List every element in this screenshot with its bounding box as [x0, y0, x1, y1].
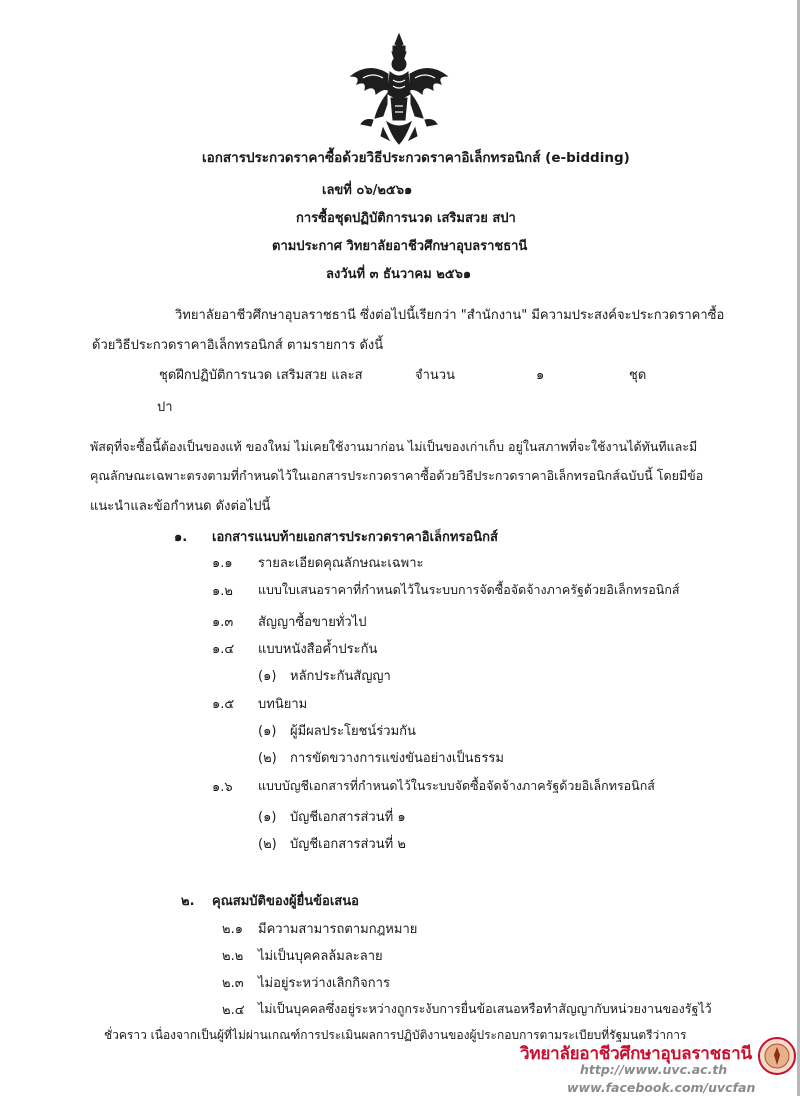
list-item-number: ๑.๒: [212, 584, 233, 599]
list-item-text: ไม่เป็นบุคคลซึ่งอยู่ระหว่างถูกระงับการยื่นข้อเสนอหรือทำสัญญากับหน่วยงานของรัฐไว้: [258, 1001, 712, 1016]
list-subitem-text: การขัดขวางการแข่งขันอย่างเป็นธรรม: [290, 751, 504, 766]
list-item-text: แบบใบเสนอราคาที่กำหนดไว้ในระบบการจัดซื้อจัดจ้างภาครัฐด้วยอิเล็กทรอนิกส์: [258, 582, 680, 597]
list-subitem-text: บัญชีเอกสารส่วนที่ ๑: [290, 810, 406, 825]
intro-line: วิทยาลัยอาชีวศึกษาอุบลราชธานี ซึ่งต่อไปนี้เรียกว่า "สำนักงาน" มีความประสงค์จะประกวดราคาซื้อ: [175, 308, 725, 323]
list-item-text: มีความสามารถตามกฎหมาย: [258, 922, 418, 937]
intro-line: ด้วยวิธีประกวดราคาอิเล็กทรอนิกส์ ตามรายการ ดังนี้: [92, 338, 384, 353]
list-subitem-number: (๑): [258, 669, 277, 684]
section-number: ๑.: [174, 530, 188, 545]
list-item-text: รายละเอียดคุณลักษณะเฉพาะ: [258, 556, 424, 571]
section-title: เอกสารแนบท้ายเอกสารประกวดราคาอิเล็กทรอนิกส์: [212, 530, 498, 545]
list-subitem-text: หลักประกันสัญญา: [290, 669, 391, 684]
item-qty-label: จำนวน: [415, 368, 455, 383]
list-item-number: ๒.๒: [222, 949, 244, 964]
list-item-text: แบบบัญชีเอกสารที่กำหนดไว้ในระบบจัดซื้อจัดจ้างภาครัฐด้วยอิเล็กทรอนิกส์: [258, 778, 655, 793]
watermark-facebook: www.facebook.com/uvcfan: [567, 1080, 756, 1095]
body-line: แนะนำและข้อกำหนด ดังต่อไปนี้: [90, 499, 271, 514]
item-name-cont: ปา: [157, 400, 173, 415]
document-subject: การซื้อชุดปฏิบัติการนวด เสริมสวย สปา: [296, 211, 516, 226]
list-subitem-text: ผู้มีผลประโยชน์ร่วมกัน: [290, 724, 416, 739]
watermark-college: วิทยาลัยอาชีวศึกษาอุบลราชธานี: [520, 1044, 752, 1064]
item-name: ชุดฝึกปฏิบัติการนวด เสริมสวย และส: [159, 368, 363, 383]
list-item-number: ๒.๔: [222, 1003, 245, 1018]
list-subitem-text: บัญชีเอกสารส่วนที่ ๒: [290, 837, 406, 852]
body-line: ชั่วคราว เนื่องจากเป็นผู้ที่ไม่ผ่านเกณฑ์การประเมินผลการปฏิบัติงานของผู้ประกอบการตามระเบียบที่รัฐมนตรีว่าการ: [104, 1028, 687, 1042]
section-title: คุณสมบัติของผู้ยื่นข้อเสนอ: [212, 894, 359, 909]
list-item-number: ๑.๔: [212, 642, 235, 657]
item-unit: ชุด: [629, 368, 647, 383]
list-item-number: ๒.๑: [222, 922, 243, 937]
list-item-number: ๑.๕: [212, 697, 235, 712]
list-item-number: ๑.๑: [212, 556, 233, 571]
list-item-text: แบบหนังสือค้ำประกัน: [258, 642, 378, 657]
body-line: พัสดุที่จะซื้อนี้ต้องเป็นของแท้ ของใหม่ ไม่เคยใช้งานมาก่อน ไม่เป็นของเก่าเก็บ อยู่ในสภาพที่จะใช้งานได้ทันทีและมี: [90, 439, 698, 454]
document-date: ลงวันที่ ๓ ธันวาคม ๒๕๖๑: [326, 267, 472, 282]
item-qty: ๑: [536, 368, 545, 383]
announcement-ref: ตามประกาศ วิทยาลัยอาชีวศึกษาอุบลราชธานี: [272, 239, 528, 254]
list-subitem-number: (๒): [258, 751, 277, 766]
list-item-text: บทนิยาม: [258, 697, 308, 712]
list-item-number: ๒.๓: [222, 976, 244, 991]
college-seal-icon: [757, 1036, 797, 1076]
list-item-number: ๑.๖: [212, 780, 233, 795]
document-number: เลขที่ ๐๖/๒๕๖๑: [322, 183, 413, 198]
list-subitem-number: (๑): [258, 810, 277, 825]
watermark-url: http://www.uvc.ac.th: [580, 1062, 728, 1077]
list-item-text: ไม่เป็นบุคคลล้มละลาย: [258, 949, 383, 964]
list-subitem-number: (๑): [258, 724, 277, 739]
list-subitem-number: (๒): [258, 837, 277, 852]
garuda-emblem-icon: [343, 32, 455, 147]
list-item-text: สัญญาซื้อขายทั่วไป: [258, 615, 367, 630]
section-number: ๒.: [181, 894, 195, 909]
body-line: คุณลักษณะเฉพาะตรงตามที่กำหนดไว้ในเอกสารประกวดราคาซื้อด้วยวิธีประกวดราคาอิเล็กทรอนิกส์ฉบับนี้ โดยมีข้อ: [90, 468, 704, 483]
document-title: เอกสารประกวดราคาซื้อด้วยวิธีประกวดราคาอิเล็กทรอนิกส์ (e-bidding): [202, 150, 630, 166]
list-item-number: ๑.๓: [212, 615, 234, 630]
list-item-text: ไม่อยู่ระหว่างเลิกกิจการ: [258, 976, 390, 991]
